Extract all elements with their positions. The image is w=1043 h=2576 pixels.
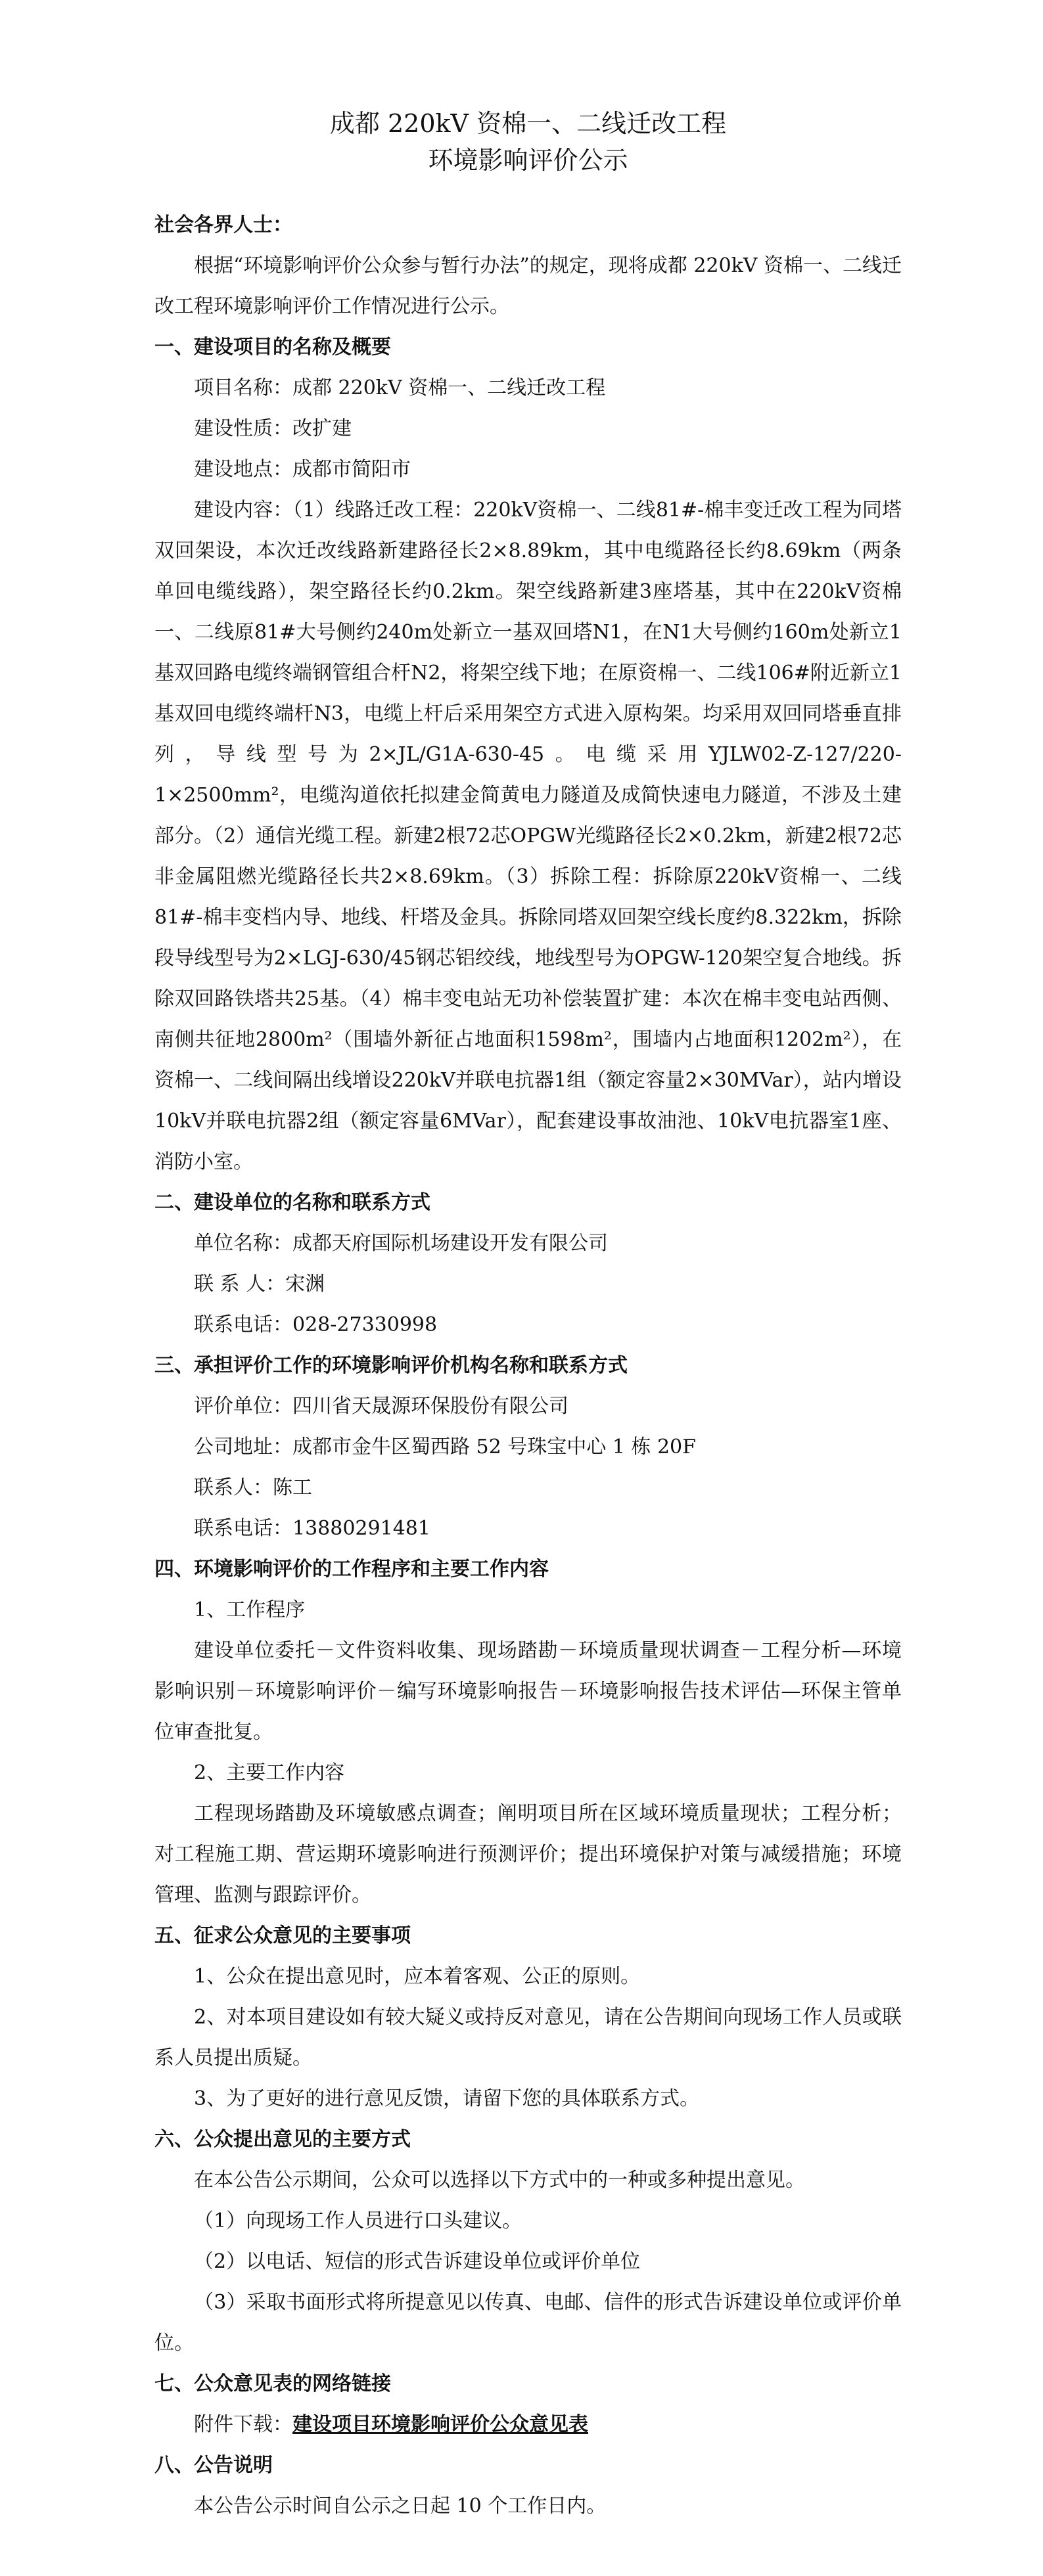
notice-period: 本公告公示时间自公示之日起 10 个工作日内。 — [194, 2495, 607, 2518]
builder-contact: 联 系 人：宋渊 — [194, 1273, 325, 1296]
builder-phone: 联系电话：028-27330998 — [194, 1313, 438, 1336]
greeting: 社会各界人士： — [154, 214, 292, 237]
evaluator-contact: 联系人：陈工 — [194, 1476, 312, 1499]
section-7-heading: 七、公众意见表的网络链接 — [154, 2372, 391, 2395]
section-3-heading: 三、承担评价工作的环境影响评价机构名称和联系方式 — [154, 1354, 628, 1377]
section-5-heading: 五、征求公众意见的主要事项 — [154, 1924, 411, 1947]
methods-lead: 在本公告公示期间，公众可以选择以下方式中的一种或多种提出意见。 — [194, 2169, 805, 2192]
document-title: 成都 220kV 资棉一、二线迁改工程 — [329, 109, 727, 138]
opinion-item-1: 1、公众在提出意见时，应本着客观、公正的原则。 — [194, 1965, 641, 1988]
evaluator-phone: 联系电话：13880291481 — [194, 1517, 430, 1540]
main-work-text: 工程现场踏勘及环境敏感点调查；阐明项目所在区域环境质量现状；工程分析；对工程施工期、营运期环境影响进行预测评价；提出环境保护对策与减缓措施；环境管理、监测与跟踪评价。 — [154, 1802, 902, 1907]
evaluator-unit: 评价单位：四川省天晟源环保股份有限公司 — [194, 1395, 568, 1418]
document-subtitle: 环境影响评价公示 — [428, 146, 628, 175]
work-procedure-label: 1、工作程序 — [194, 1598, 306, 1621]
project-location: 建设地点：成都市简阳市 — [194, 458, 411, 481]
project-content: 建设内容：（1）线路迁改工程：220kV资棉一、二线81#-棉丰变迁改工程为同塔双回架设，本次迁改线路新建路径长2×8.89km，其中电缆路径长约8.69km（两条单回电缆线路），架空路径长约0.2km。架空线路新建3座塔基，其中在220kV资棉一、二线原81#大号侧约240m处新立一基双回塔N1，在N1大号侧约160m处新立1基双回路电缆终端钢管组合杆N2，将架空线下地；在原资棉一、二线106#附近新立1基双回电缆终端杆N3，电缆上杆后采用架空方式进入原构架。均采用双回同塔垂直排列，导线型号为2×JL/G1A-630-45。电缆采用YJLW02-Z-127/220-1×2500mm²，电缆沟道依托拟建金简黄电力隧道及成简快速电力隧道，不涉及土建部分。（2）通信光缆工程。新建2根72芯OPGW光缆路径长2×0.2km，新建2根72芯非金属阻燃光缆路径长共2×8.69km。（3）拆除工程：拆除原220kV资棉一、二线81#-棉丰变档内导、地线、杆塔及金具。拆除同塔双回架空线长度约8.322km，拆除段导线型号为2×LGJ-630/45钢芯铝绞线，地线型号为OPGW-120架空复合地线。拆除双回路铁塔共25基。（4）棉丰变电站无功补偿装置扩建：本次在棉丰变电站西侧、南侧共征地2800m²（围墙外新征占地面积1598m²，围墙内占地面积1202m²），在资棉一、二线间隔出线增设220kV并联电抗器1组（额定容量2×30MVar），站内增设10kV并联电抗器2组（额定容量6MVar），配套建设事故油池、10kV电抗器室1座、消防小室。 — [154, 499, 902, 1173]
attachment-line — [154, 2405, 902, 2445]
section-6-heading: 六、公众提出意见的主要方式 — [154, 2128, 411, 2151]
work-procedure-text: 建设单位委托－文件资料收集、现场踏勘－环境质量现状调查－工程分析—环境影响识别－环境影响评价－编写环境影响报告－环境影响报告技术评估—环保主管单位审查批复。 — [154, 1639, 902, 1744]
title-block — [154, 105, 902, 179]
attachment-label: 附件下载： — [194, 2413, 292, 2436]
section-8-heading: 八、公告说明 — [154, 2454, 273, 2477]
section-4-heading: 四、环境影响评价的工作程序和主要工作内容 — [154, 1558, 549, 1581]
section-1-heading: 一、建设项目的名称及概要 — [154, 336, 391, 359]
intro-paragraph: 根据“环境影响评价公众参与暂行办法”的规定，现将成都 220kV 资棉一、二线迁改工程环境影响评价工作情况进行公示。 — [154, 254, 902, 318]
project-nature: 建设性质：改扩建 — [194, 417, 352, 440]
opinion-item-3: 3、为了更好的进行意见反馈，请留下您的具体联系方式。 — [194, 2087, 700, 2110]
opinion-item-2: 2、对本项目建设如有较大疑义或持反对意见，请在公告期间向现场工作人员或联系人员提出质疑。 — [154, 2006, 902, 2069]
opinion-form-link[interactable]: 建设项目环境影响评价公众意见表 — [292, 2413, 588, 2436]
method-item-1: （1）向现场工作人员进行口头建议。 — [194, 2209, 522, 2232]
project-name: 项目名称：成都 220kV 资棉一、二线迁改工程 — [194, 376, 606, 399]
main-work-label: 2、主要工作内容 — [194, 1761, 345, 1784]
section-2-heading: 二、建设单位的名称和联系方式 — [154, 1191, 430, 1214]
method-item-3: （3）采取书面形式将所提意见以传真、电邮、信件的形式告诉建设单位或评价单位。 — [154, 2291, 902, 2355]
method-item-2: （2）以电话、短信的形式告诉建设单位或评价单位 — [194, 2250, 641, 2273]
builder-unit: 单位名称：成都天府国际机场建设开发有限公司 — [194, 1232, 608, 1255]
evaluator-address: 公司地址：成都市金牛区蜀西路 52 号珠宝中心 1 栋 20F — [194, 1435, 696, 1458]
